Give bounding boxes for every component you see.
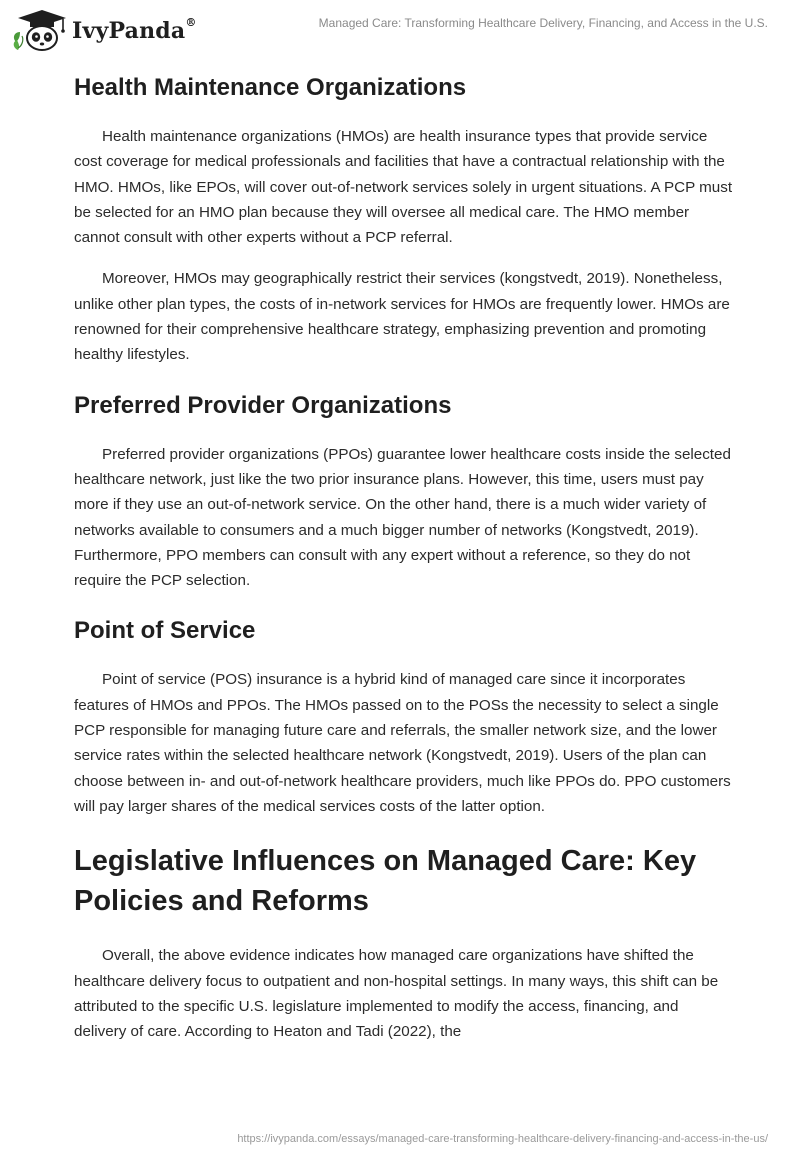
graduation-cap-panda-icon	[10, 8, 70, 54]
section-heading: Health Maintenance Organizations	[74, 74, 467, 101]
paragraph: Health maintenance organizations (HMOs) are health insurance types that provide service cost coverage for medical professionals and facilities that have a contractual relationship with the HMO. HMOs, like EPOs, will cover out-of-network services solely in urgent situations. A PCP must be selected for an HMO plan because they will oversee all medical care. The HMO member cannot consult with other experts without a PCP referral.	[74, 128, 733, 247]
source-url[interactable]: https://ivypanda.com/essays/managed-care-transforming-healthcare-delivery-financing-and-access-in-the-us/	[237, 1133, 768, 1145]
brand-name: IvyPanda®	[72, 15, 197, 44]
paragraph: Preferred provider organizations (PPOs) guarantee lower healthcare costs inside the selected healthcare network, just like the two prior insurance plans. However, this time, users must pay more if they use an out-of-network service. On the other hand, there is a much wider variety of networks available to consumers and a much bigger number of networks (Kongstvedt, 2019). Furthermore, PPO members can consult with any expert without a reference, so they do not require the PCP selection.	[74, 445, 731, 590]
section-heading-major: Legislative Influences on Managed Care: Key Policies and Reforms	[74, 845, 697, 918]
section-heading: Preferred Provider Organizations	[74, 391, 452, 419]
paragraph: Moreover, HMOs may geographically restrict their services (kongstvedt, 2019). Nonetheless, unlike other plan types, the costs of in-network services for HMOs are frequently lower. HMOs are renowned for their comprehensive healthcare strategy, emphasizing prevention and promoting healthy lifestyles.	[74, 270, 730, 364]
page-header	[0, 0, 800, 60]
section-heading: Point of Service	[74, 617, 256, 645]
document-title: Managed Care: Transforming Healthcare Delivery, Financing, and Access in the U.S.	[318, 16, 768, 30]
article-body	[74, 68, 734, 1044]
paragraph: Overall, the above evidence indicates how managed care organizations have shifted the healthcare delivery focus to outpatient and non-hospital settings. In many ways, this shift can be attributed to the specific U.S. legislature implemented to modify the access, financing, and delivery of care. According to Heaton and Tadi (2022), the	[74, 947, 719, 1041]
paragraph: Point of service (POS) insurance is a hybrid kind of managed care since it incorporates features of HMOs and PPOs. The HMOs passed on to the POSs the necessity to select a single PCP responsible for managing future care and referrals, the smaller network size, and the lower service rates within the selected healthcare network (Kongstvedt, 2019). Users of the plan can choose between in- and out-of-network healthcare providers, much like PPOs do. PPO customers will pay larger shares of the medical services costs of the latter option.	[74, 671, 731, 815]
ivypanda-logo[interactable]	[10, 8, 197, 54]
